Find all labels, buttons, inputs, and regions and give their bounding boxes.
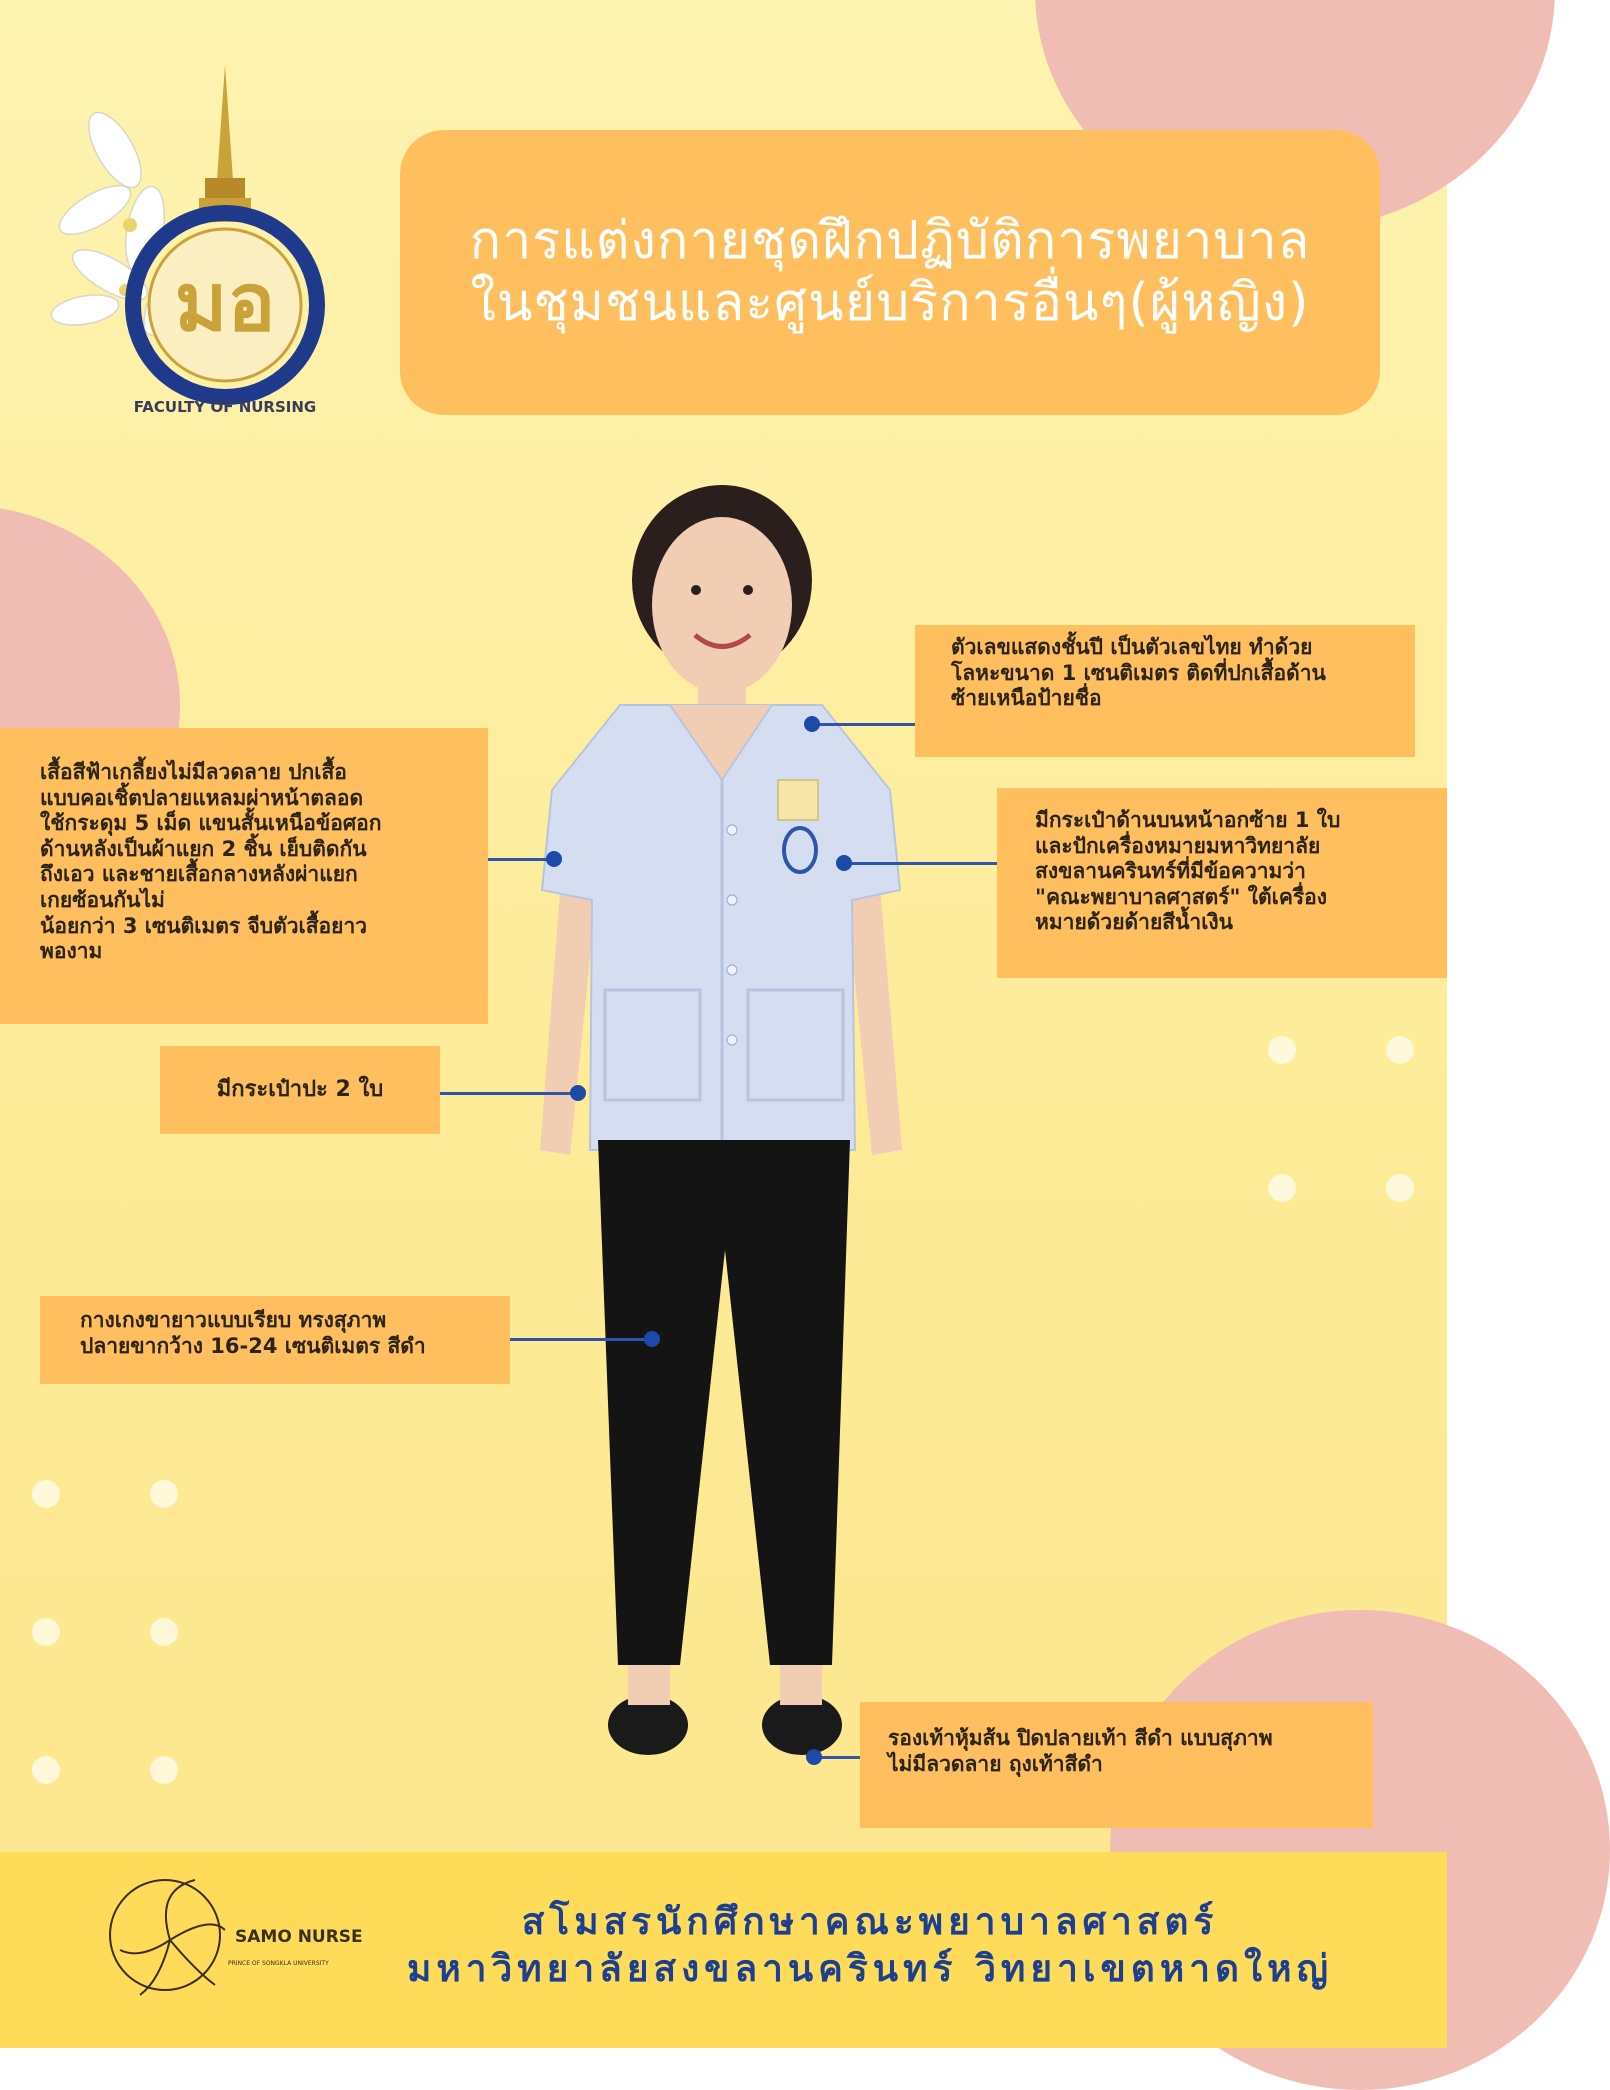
- deco-dot: [150, 1618, 178, 1646]
- title-line-2: ในชุมชนและศูนย์บริการอื่นๆ(ผู้หญิง): [470, 272, 1310, 333]
- deco-dot: [1386, 1036, 1414, 1064]
- callout-shirt: เสื้อสีฟ้าเกลี้ยงไม่มีลวดลาย ปกเสื้อ แบบคอเชิ้ตปลายแหลมผ่าหน้าตลอด ใช้กระดุม 5 เม็ด แขนสั้นเหนือข้อศอก ด้านหลังเป็นผ้าแยก 2 ชิ้น เย็บติดกัน ถึงเอว และชายเสื้อกลางหลังผ่าแยก เกยซ้อนกันไม่ น้อยกว่า 3 เซนติเมตร จีบตัวเสื้อยาว พองาม: [0, 728, 488, 1024]
- seal-icon: [55, 60, 335, 420]
- pointer-dot: [644, 1331, 660, 1347]
- deco-dot: [150, 1756, 178, 1784]
- connector-line: [812, 723, 915, 726]
- connector-line: [510, 1338, 650, 1341]
- model-photo: [510, 490, 930, 1790]
- deco-dot: [32, 1756, 60, 1784]
- callout-shoes: รองเท้าหุ้มส้น ปิดปลายเท้า สีดำ แบบสุภาพ ไม่มีลวดลาย ถุงเท้าสีดำ: [860, 1702, 1373, 1828]
- svg-text:มอ: มอ: [174, 255, 276, 349]
- pointer-dot: [806, 1749, 822, 1765]
- nurse-uniform-illustration: [510, 490, 930, 1790]
- svg-text:SAMO NURSE: SAMO NURSE: [235, 1927, 363, 1947]
- svg-text:PRINCE OF SONGKLA UNIVERSITY: PRINCE OF SONGKLA UNIVERSITY: [228, 1960, 329, 1967]
- deco-dot: [1268, 1174, 1296, 1202]
- footer-line-1: สโมสรนักศึกษาคณะพยาบาลศาสตร์: [521, 1900, 1219, 1943]
- faculty-logo: [55, 60, 335, 420]
- deco-dot: [32, 1480, 60, 1508]
- footer-line-2: มหาวิทยาลัยสงขลานครินทร์ วิทยาเขตหาดใหญ่: [406, 1947, 1334, 1991]
- deco-dot: [1386, 1174, 1414, 1202]
- title-line-1: การแต่งกายชุดฝึกปฏิบัติการพยาบาล: [469, 211, 1311, 272]
- pointer-dot: [836, 855, 852, 871]
- svg-text:FACULTY OF NURSING: FACULTY OF NURSING: [133, 398, 317, 416]
- samo-nurse-logo: [100, 1870, 363, 2000]
- deco-dot: [32, 1618, 60, 1646]
- pointer-dot: [804, 716, 820, 732]
- callout-patch-pockets: มีกระเป๋าปะ 2 ใบ: [160, 1046, 440, 1134]
- callout-trousers: กางเกงขายาวแบบเรียบ ทรงสุภาพ ปลายขากว้าง 16-24 เซนติเมตร สีดำ: [40, 1296, 510, 1384]
- connector-line: [488, 858, 554, 861]
- title-banner: [400, 130, 1380, 415]
- callout-year-badge: ตัวเลขแสดงชั้นปี เป็นตัวเลขไทย ทำด้วย โลหะขนาด 1 เซนติเมตร ติดที่ปกเสื้อด้าน ซ้ายเหนือป้ายชื่อ: [915, 625, 1415, 757]
- connector-line: [845, 862, 997, 865]
- callout-pocket-emblem: มีกระเป๋าด้านบนหน้าอกซ้าย 1 ใบ และปักเครื่องหมายมหาวิทยาลัย สงขลานครินทร์ที่มีข้อความว่า "คณะพยาบาลศาสตร์" ใต้เครื่อง หมายด้วยด้ายสีน้ำเงิน: [997, 788, 1447, 978]
- deco-dot: [1268, 1036, 1296, 1064]
- deco-dot: [150, 1480, 178, 1508]
- pointer-dot: [546, 851, 562, 867]
- connector-line: [440, 1092, 575, 1095]
- lily-logo-icon: [100, 1870, 363, 2000]
- footer-text: [360, 1898, 1380, 1993]
- pointer-dot: [570, 1085, 586, 1101]
